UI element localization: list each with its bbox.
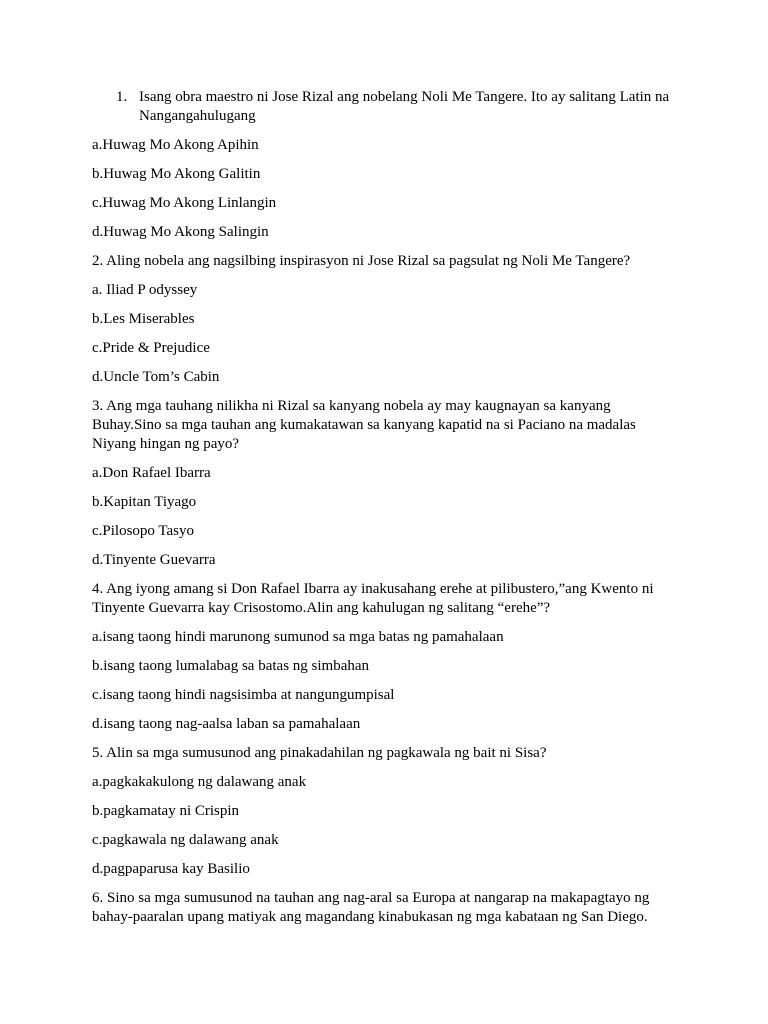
- question-2: 2. Aling nobela ang nagsilbing inspirasyon ni Jose Rizal sa pagsulat ng Noli Me Tangere?: [92, 253, 631, 269]
- question-3-option-d: d.Tinyente Guevarra: [92, 552, 216, 568]
- question-4-option-d: d.isang taong nag-aalsa laban sa pamahalaan: [92, 716, 361, 732]
- question-2-option-d: d.Uncle Tom’s Cabin: [92, 369, 220, 385]
- question-1-option-d: d.Huwag Mo Akong Salingin: [92, 224, 269, 240]
- question-4-option-c: c.isang taong hindi nagsisimba at nangungumpisal: [92, 687, 395, 703]
- question-1-number: 1.: [116, 89, 128, 105]
- question-3-option-c: c.Pilosopo Tasyo: [92, 523, 195, 539]
- question-6: 6. Sino sa mga sumusunod na tauhan ang nag-aral sa Europa at nangarap na makapagtayo ng bahay-paaralan upang matiyak ang magandang kinabukasan ng mga kabataan ng San Diego.: [92, 890, 650, 925]
- question-1-option-a: a.Huwag Mo Akong Apihin: [92, 137, 259, 153]
- question-1-option-c: c.Huwag Mo Akong Linlangin: [92, 195, 277, 211]
- question-2-option-c: c.Pride & Prejudice: [92, 340, 210, 356]
- question-3-option-b: b.Kapitan Tiyago: [92, 494, 197, 510]
- question-4-option-a: a.isang taong hindi marunong sumunod sa mga batas ng pamahalaan: [92, 629, 504, 645]
- question-3: 3. Ang mga tauhang nilikha ni Rizal sa kanyang nobela ay may kaugnayan sa kanyang Buhay.Sino sa mga tauhan ang kumakatawan sa kanyang kapatid na si Paciano na madalas Niyang hingan ng payo?: [92, 398, 636, 452]
- question-1-text: Isang obra maestro ni Jose Rizal ang nobelang Noli Me Tangere. Ito ay salitang Latin na Nangangahulugang: [139, 89, 670, 124]
- question-5-option-b: b.pagkamatay ni Crispin: [92, 803, 240, 819]
- question-1-option-b: b.Huwag Mo Akong Galitin: [92, 166, 261, 182]
- question-2-option-b: b.Les Miserables: [92, 311, 195, 327]
- question-2-option-a: a. Iliad P odyssey: [92, 282, 198, 298]
- question-4-option-b: b.isang taong lumalabag sa batas ng simbahan: [92, 658, 370, 674]
- question-3-option-a: a.Don Rafael Ibarra: [92, 465, 211, 481]
- quiz-content: [92, 88, 682, 937]
- question-5-option-c: c.pagkawala ng dalawang anak: [92, 832, 279, 848]
- question-1: [116, 88, 682, 126]
- question-5: 5. Alin sa mga sumusunod ang pinakadahilan ng pagkawala ng bait ni Sisa?: [92, 745, 547, 761]
- question-4: 4. Ang iyong amang si Don Rafael Ibarra ay inakusahang erehe at pilibustero,”ang Kwento ni Tinyente Guevarra kay Crisostomo.Alin ang kahulugan ng salitang “erehe”?: [92, 581, 654, 616]
- question-5-option-d: d.pagpaparusa kay Basilio: [92, 861, 250, 877]
- question-5-option-a: a.pagkakakulong ng dalawang anak: [92, 774, 307, 790]
